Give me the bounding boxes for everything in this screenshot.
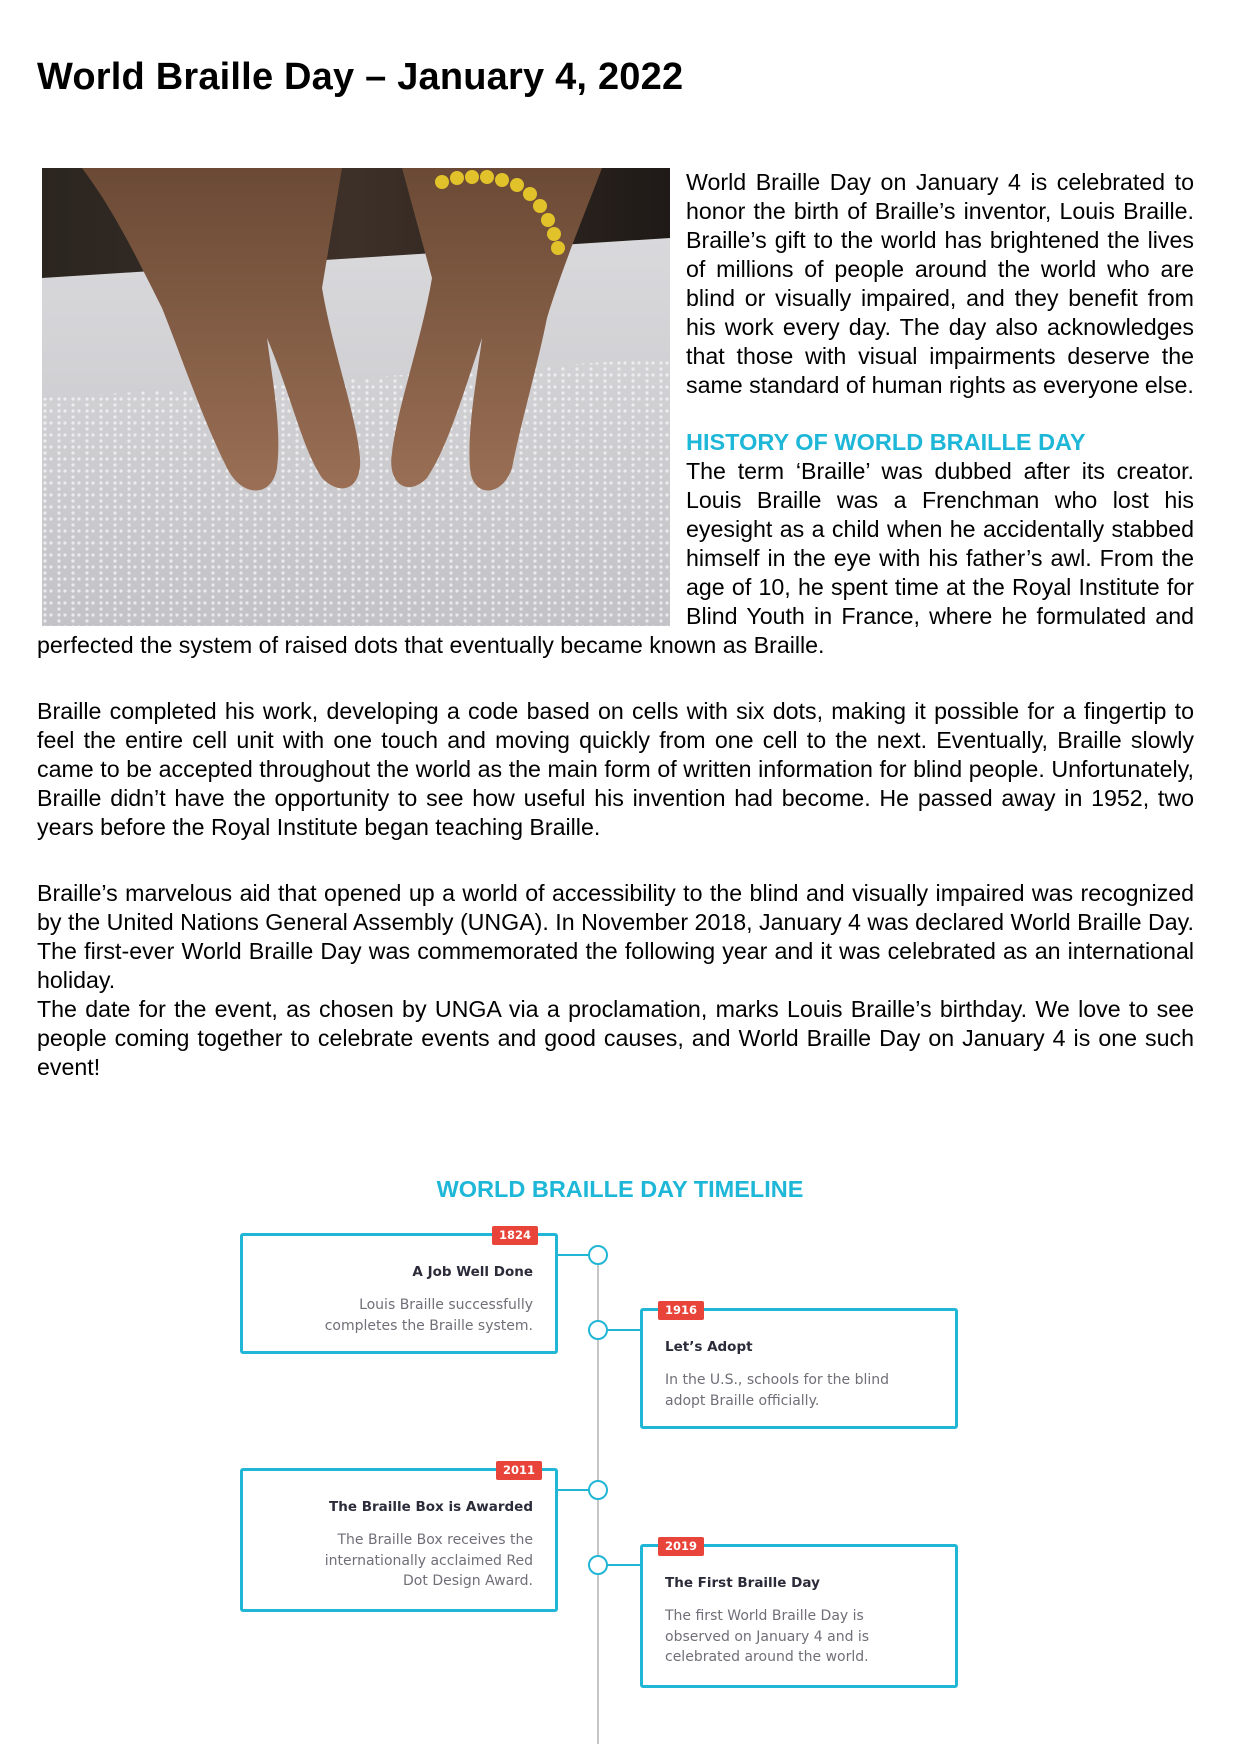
history-paragraph-1: The term ‘Braille’ was dubbed after its creator. Louis Braille was a Frenchman who lost his eyesight as a child when he accidentally stabbed himself in the eye with his father’s awl. From the age of 10, he spent time at the Royal Institute for Blind Youth in France, where he formulated and perfected the system of raised dots that eventually became known as Braille.	[37, 458, 1194, 658]
timeline-card-desc: The first World Braille Day is observed on January 4 and is celebrated around the world.	[665, 1608, 870, 1665]
year-badge-2011: 2011	[496, 1461, 542, 1480]
history-paragraph-3: Braille’s marvelous aid that opened up a world of accessibility to the blind and visually impaired was recognized by the United Nations General Assembly (UNGA). In November 2018, January 4 was declared World Braille Day. The first-ever World Braille Day was commemorated the following year and it was celebrated as an international holiday.	[37, 880, 1194, 993]
intro-paragraph: World Braille Day on January 4 is celebrated to honor the birth of Braille’s inventor, Louis Braille. Braille’s gift to the world has brightened the lives of millions of people around the world who are blind or visually impaired, and they benefit from his work every day. The day also acknowledges that those with visual impairments deserve the same standard of human rights as everyone else.	[686, 169, 1194, 398]
timeline-card-title: Let’s Adopt	[665, 1339, 753, 1355]
history-heading: HISTORY OF WORLD BRAILLE DAY	[686, 429, 1086, 455]
braille-hands-photo	[42, 168, 670, 626]
timeline-card-1824	[240, 1233, 558, 1354]
timeline-card-desc: The Braille Box receives the internationally acclaimed Red Dot Design Award.	[324, 1532, 533, 1589]
timeline-node	[588, 1320, 608, 1340]
timeline-card-2019	[640, 1544, 958, 1688]
timeline-node	[588, 1245, 608, 1265]
timeline-card-2011	[240, 1468, 558, 1612]
page-title: World Braille Day – January 4, 2022	[37, 56, 684, 98]
history-paragraph-2: Braille completed his work, developing a code based on cells with six dots, making it possible for a fingertip to feel the entire cell unit with one touch and moving quickly from one cell to the next. Eventually, Braille slowly came to be accepted throughout the world as the main form of written information for blind people. Unfortunately, Braille didn’t have the opportunity to see how useful his invention had become. He passed away in 1952, two years before the Royal Institute began teaching Braille.	[37, 698, 1194, 840]
timeline-connector	[558, 1254, 590, 1256]
year-badge-1824: 1824	[492, 1226, 538, 1245]
timeline-card-title: The Braille Box is Awarded	[329, 1499, 533, 1515]
timeline-card-title: The First Braille Day	[665, 1575, 820, 1591]
timeline-title: WORLD BRAILLE DAY TIMELINE	[436, 1176, 804, 1202]
timeline-node	[588, 1555, 608, 1575]
timeline-connector	[606, 1329, 642, 1331]
history-paragraph-4: The date for the event, as chosen by UNGA via a proclamation, marks Louis Braille’s birthday. We love to see people coming together to celebrate events and good causes, and World Braille Day on January 4 is one such event!	[37, 996, 1194, 1080]
timeline-card-title: A Job Well Done	[412, 1264, 533, 1280]
article-body	[37, 168, 1194, 1082]
timeline-card-1916	[640, 1308, 958, 1429]
year-badge-2019: 2019	[658, 1537, 704, 1556]
year-badge-1916: 1916	[658, 1301, 704, 1320]
timeline-card-desc: Louis Braille successfully completes the Braille system.	[324, 1297, 533, 1334]
timeline-connector	[606, 1564, 642, 1566]
timeline-card-desc: In the U.S., schools for the blind adopt Braille officially.	[665, 1372, 889, 1409]
timeline-connector	[558, 1489, 590, 1491]
timeline-node	[588, 1480, 608, 1500]
braille-hands-illustration	[42, 168, 670, 626]
